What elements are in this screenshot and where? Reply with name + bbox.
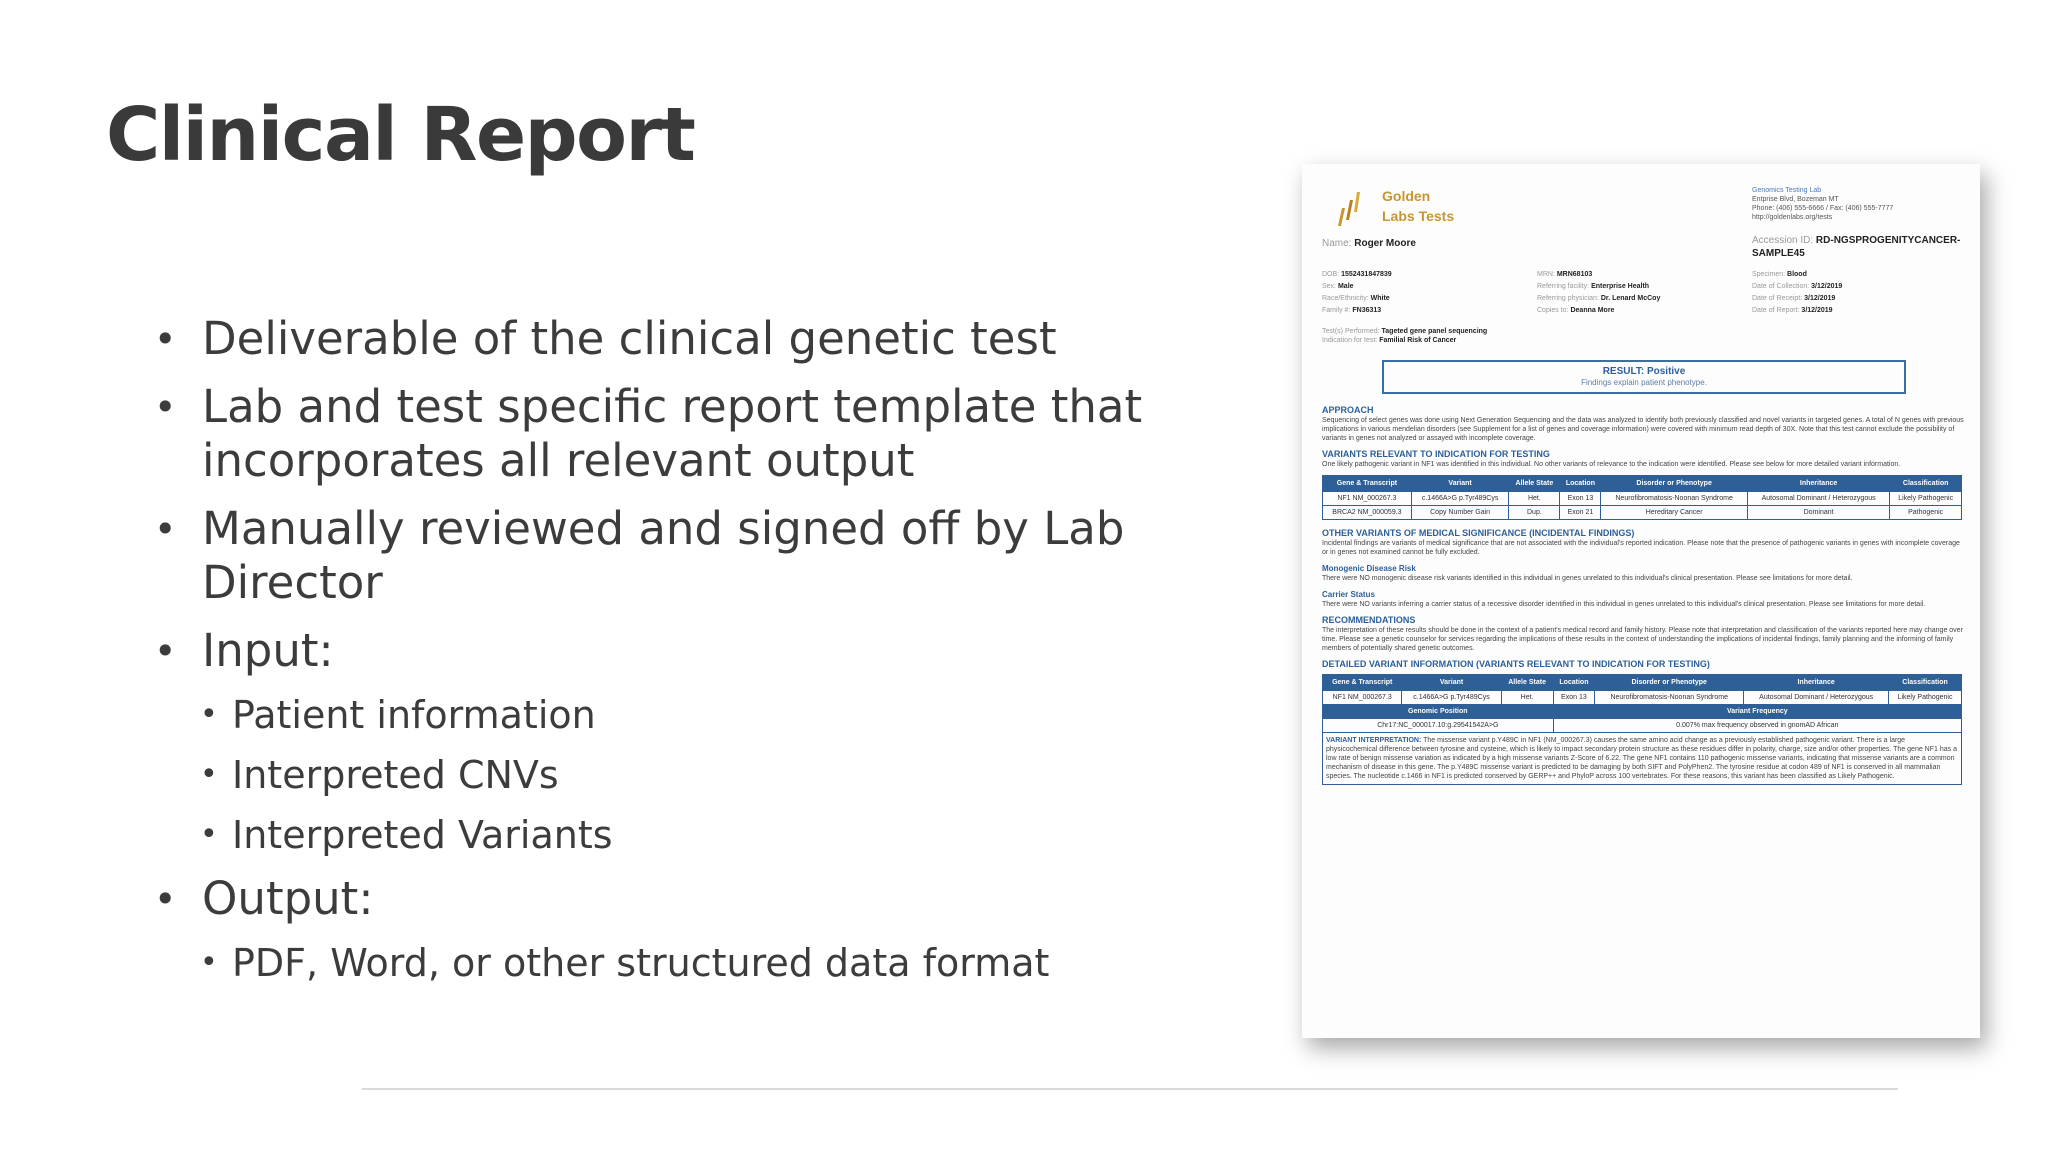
sub-bullet-item: • Interpreted CNVs — [150, 752, 1150, 798]
genomic-position-value: Chr17:NC_000017.10:g.29541542A>G — [1323, 719, 1554, 733]
logo-line2: Labs Tests — [1382, 208, 1455, 224]
relevant-heading: VARIANTS RELEVANT TO INDICATION FOR TESTING — [1322, 449, 1550, 459]
field-value: Enterprise Health — [1591, 283, 1650, 290]
lab-name: Genomics Testing Lab — [1752, 187, 1822, 194]
table-cell: Exon 21 — [1560, 506, 1601, 520]
field-value: Familial Risk of Cancer — [1379, 337, 1457, 344]
table-cell: Autosomal Dominant / Heterozygous — [1744, 691, 1889, 705]
field-label: Sex: — [1322, 283, 1337, 290]
column-header: Inheritance — [1744, 675, 1889, 691]
bullet-item: • Manually reviewed and signed off by Lab Director — [150, 502, 1150, 610]
clinical-report-document — [1302, 164, 1980, 1038]
table-cell: Het. — [1501, 691, 1553, 705]
table-cell: BRCA2 NM_000059.3 — [1323, 506, 1412, 520]
variant-interpretation — [1322, 733, 1962, 785]
field-label: Race/Ethnicity: — [1322, 295, 1369, 302]
result-subtitle: Findings explain patient phenotype. — [1581, 378, 1707, 387]
genomic-position-header: Genomic Position — [1323, 705, 1554, 719]
variants-table — [1322, 475, 1962, 520]
field-value: 3/12/2019 — [1804, 295, 1836, 302]
column-header: Disorder or Phenotype — [1595, 675, 1744, 691]
slide-title: Clinical Report — [106, 92, 695, 178]
column-header: Variant — [1411, 476, 1508, 492]
table-cell: Copy Number Gain — [1411, 506, 1508, 520]
table-cell: Neurofibromatosis-Noonan Syndrome — [1601, 492, 1748, 506]
table-subheader-row — [1323, 705, 1962, 719]
test-info — [1322, 327, 1722, 345]
table-row — [1323, 691, 1962, 705]
table-cell: Pathogenic — [1890, 506, 1962, 520]
accession-label: Accession ID: — [1752, 235, 1814, 246]
field-value: Blood — [1787, 271, 1807, 278]
monogenic-text: There were NO monogenic disease risk variants identified in this individual in genes unrelated to this individual's clinical presentation. Please see limitations for more detail. — [1322, 575, 1853, 582]
table-cell: Dup. — [1509, 506, 1560, 520]
variant-frequency-header: Variant Frequency — [1553, 705, 1961, 719]
column-header: Classification — [1890, 476, 1962, 492]
table-cell: Neurofibromatosis-Noonan Syndrome — [1595, 691, 1744, 705]
table-cell: Autosomal Dominant / Heterozygous — [1747, 492, 1889, 506]
carrier-heading: Carrier Status — [1322, 590, 1375, 599]
table-row — [1323, 492, 1962, 506]
field-value: MRN68103 — [1556, 271, 1593, 278]
column-header: Variant — [1402, 675, 1501, 691]
field-label: Family #: — [1322, 307, 1351, 314]
footer-divider — [362, 1088, 1898, 1090]
other-variants-heading: OTHER VARIANTS OF MEDICAL SIGNIFICANCE (INCIDENTAL FINDINGS) — [1322, 528, 1635, 538]
table-cell: NF1 NM_000267.3 — [1323, 691, 1402, 705]
table-cell: Hereditary Cancer — [1601, 506, 1748, 520]
accession-value: RD-NGSPROGENITYCANCER-SAMPLE45 — [1752, 235, 1961, 259]
sub-bullet-item: • Interpreted Variants — [150, 812, 1150, 858]
bullet-item: • Lab and test specific report template that incorporates all relevant output — [150, 380, 1150, 488]
table-row — [1323, 506, 1962, 520]
field-value: Deanna More — [1570, 307, 1615, 314]
logo-text — [1382, 186, 1454, 226]
table-cell: Dominant — [1747, 506, 1889, 520]
interpretation-text: The missense variant p.Y489C in NF1 (NM_000267.3) causes the same amino acid change as a previously established pathogenic variant. There is a large physicochemical difference between tyrosine and cysteine, which is likely to impact secondary protein structure as these residues differ in polarity, charge, size and/or other properties. The gene NF1 has a low rate of benign missense variation as indicated by a high missense variants Z-Score of 6.22. The gene NF1 contains 110 pathogenic missense variants, indicating that missense variants are a common mechanism of disease in this gene. The p.Y489C missense variant is predicted to be damaging by both SIFT and PolyPhen2. The tyrosine residue at codon 489 of NF1 is conserved in all mammalian species. The nucleotide c.1466 in NF1 is predicted conserved by GERP++ and PhyloP across 100 vertebrates. For these reasons, this variant has been classified as Likely Pathogenic. — [1326, 737, 1957, 780]
field-label: DOB: — [1322, 271, 1340, 278]
field-label: Test(s) Performed: — [1322, 328, 1380, 335]
report-body — [1322, 405, 1966, 785]
field-label: Date of Report: — [1752, 307, 1800, 314]
bullet-item: • Output: — [150, 872, 1150, 926]
field-value: FN36313 — [1352, 307, 1382, 314]
table-cell: Exon 13 — [1553, 691, 1595, 705]
column-header: Allele State — [1509, 476, 1560, 492]
result-title: RESULT: Positive — [1602, 366, 1686, 377]
table-cell: Likely Pathogenic — [1889, 691, 1962, 705]
field-label: Referring physician: — [1537, 295, 1599, 302]
result-box — [1382, 360, 1906, 394]
field-value: Male — [1337, 283, 1354, 290]
interpretation-label: VARIANT INTERPRETATION: — [1326, 737, 1422, 744]
bullet-list — [150, 312, 1150, 1000]
field-value: Tageted gene panel sequencing — [1381, 328, 1488, 335]
column-header: Gene & Transcript — [1323, 675, 1402, 691]
golden-labs-logo-icon — [1332, 186, 1366, 230]
table-header-row — [1323, 476, 1962, 492]
other-variants-text: Incidental findings are variants of medical significance that are not associated with the individual's reported indication. Please note that the presence of pathogenic variants in genes with incomplete coverage or in genes not examined cannot be fully excluded. — [1322, 540, 1960, 556]
lab-url: http://goldenlabs.org/tests — [1752, 214, 1833, 221]
field-label: Specimen: — [1752, 271, 1786, 278]
table-cell: c.1466A>G p.Tyr489Cys — [1411, 492, 1508, 506]
table-row — [1323, 719, 1962, 733]
table-header-row — [1323, 675, 1962, 691]
monogenic-heading: Monogenic Disease Risk — [1322, 564, 1416, 573]
lab-phone: Phone: (406) 555-6666 / Fax: (406) 555-7777 — [1752, 205, 1894, 212]
detailed-variant-table — [1322, 674, 1962, 733]
accession-id — [1752, 234, 1972, 260]
recommendations-text: The interpretation of these results should be done in the context of a patient's medical record and family history. Please note that interpretation and classification of the variants reported here may change over time. Please see a genetic counselor for services regarding the implications of these results in the context of understanding the implications of incidental findings, family planning and the informing of family members of potentially shared genetic outcomes. — [1322, 627, 1963, 652]
patient-info-column — [1322, 270, 1532, 318]
approach-heading: APPROACH — [1322, 405, 1374, 415]
specimen-info-column — [1752, 270, 1962, 318]
detailed-heading: DETAILED VARIANT INFORMATION (VARIANTS RELEVANT TO INDICATION FOR TESTING) — [1322, 659, 1710, 669]
sub-bullet-item: • PDF, Word, or other structured data format — [150, 940, 1150, 986]
field-value: 3/12/2019 — [1801, 307, 1833, 314]
column-header: Location — [1560, 476, 1601, 492]
field-value: White — [1370, 295, 1390, 302]
field-label: Indication for test: — [1322, 337, 1378, 344]
field-label: Copies to: — [1537, 307, 1569, 314]
column-header: Location — [1553, 675, 1595, 691]
sub-bullet-item: • Patient information — [150, 692, 1150, 738]
field-value: 3/12/2019 — [1811, 283, 1843, 290]
field-label: Referring facility: — [1537, 283, 1590, 290]
lab-address: Entprise Blvd, Bozeman MT — [1752, 196, 1839, 203]
column-header: Inheritance — [1747, 476, 1889, 492]
patient-name-label: Name: — [1322, 238, 1352, 249]
referral-info-column — [1537, 270, 1747, 318]
table-cell: Het. — [1509, 492, 1560, 506]
patient-name-value: Roger Moore — [1354, 238, 1416, 249]
column-header: Gene & Transcript — [1323, 476, 1412, 492]
column-header: Allele State — [1501, 675, 1553, 691]
field-label: Date of Receipt: — [1752, 295, 1803, 302]
table-cell: Likely Pathogenic — [1890, 492, 1962, 506]
variant-frequency-value: 0.007% max frequency observed in gnomAD African — [1553, 719, 1961, 733]
column-header: Disorder or Phenotype — [1601, 476, 1748, 492]
field-label: MRN: — [1537, 271, 1555, 278]
table-cell: c.1466A>G p.Tyr489Cys — [1402, 691, 1501, 705]
field-label: Date of Collection: — [1752, 283, 1810, 290]
field-value: 1552431847839 — [1341, 271, 1392, 278]
bullet-item: • Input: — [150, 624, 1150, 678]
field-value: Dr. Lenard McCoy — [1600, 295, 1661, 302]
logo-line1: Golden — [1382, 188, 1431, 204]
bullet-item: • Deliverable of the clinical genetic test — [150, 312, 1150, 366]
approach-text: Sequencing of select genes was done using Next Generation Sequencing and the data was analyzed to identify both previously classified and novel variants in targeted genes. A total of N genes with previous implications in various mendelian disorders (see Supplement for a list of genes and coverage information) were covered with minimum read depth of 30X. Note that this test cannot exclude the possibility of variants in genes not analyzed or assayed with incomplete coverage. — [1322, 417, 1964, 442]
relevant-text: One likely pathogenic variant in NF1 was identified in this individual. No other variants of relevance to the indication were identified. Please see below for more detailed variant information. — [1322, 461, 1901, 468]
patient-name — [1322, 238, 1416, 249]
lab-info — [1752, 186, 1972, 222]
table-cell: Exon 13 — [1560, 492, 1601, 506]
recommendations-heading: RECOMMENDATIONS — [1322, 615, 1416, 625]
column-header: Classification — [1889, 675, 1962, 691]
table-cell: NF1 NM_000267.3 — [1323, 492, 1412, 506]
carrier-text: There were NO variants inferring a carrier status of a recessive disorder identified in this individual in genes unrelated to this individual's clinical presentation. Please see limitations for more detail. — [1322, 601, 1926, 608]
